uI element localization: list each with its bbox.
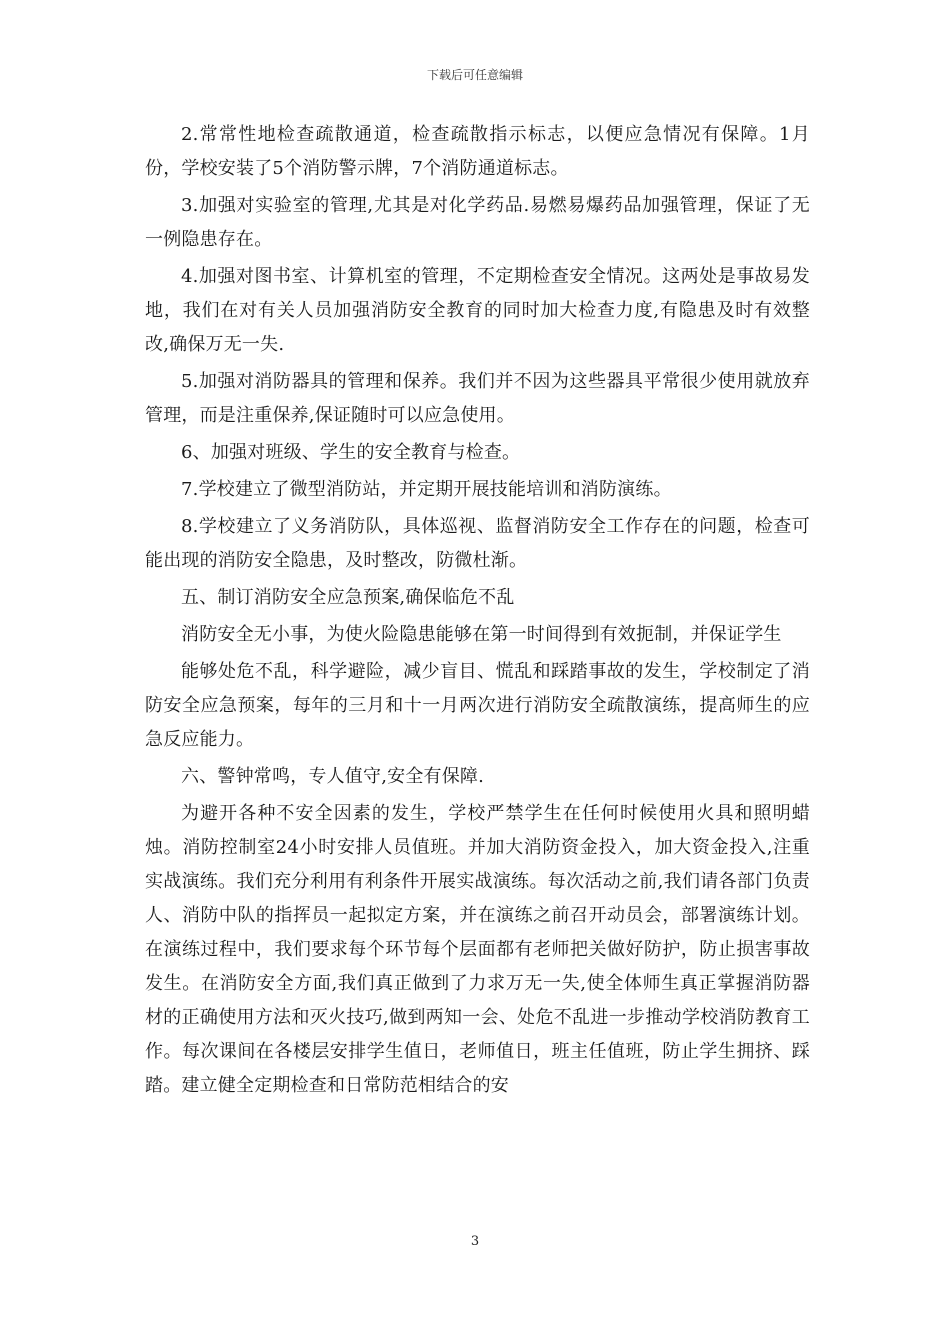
document-body xyxy=(145,118,810,1106)
paragraph-section-5-body: 能够处危不乱，科学避险，减少盲目、慌乱和踩踏事故的发生，学校制定了消防安全应急预案，每年的三月和十一月两次进行消防安全疏散演练，提高师生的应急反应能力。 xyxy=(145,661,810,750)
section-heading-6: 六、警钟常鸣，专人值守,安全有保障. xyxy=(181,766,485,787)
page-number: 3 xyxy=(470,1234,480,1249)
paragraph-item-3: 3.加强对实验室的管理,尤其是对化学药品.易燃易爆药品加强管理，保证了无一例隐患存在。 xyxy=(145,195,810,250)
page-header: 下载后可任意编辑 xyxy=(426,68,523,82)
section-heading-5: 五、制订消防安全应急预案,确保临危不乱 xyxy=(181,587,515,608)
paragraph-item-2: 2.常常性地检查疏散通道，检查疏散指示标志，以便应急情况有保障。1月份，学校安装了5个消防警示牌，7个消防通道标志。 xyxy=(145,124,810,179)
paragraph-section-6-body: 为避开各种不安全因素的发生，学校严禁学生在任何时候使用火具和照明蜡烛。消防控制室24小时安排人员值班。并加大消防资金投入，加大资金投入,注重实战演练。我们充分利用有利条件开展实战演练。每次活动之前,我们请各部门负责人、消防中队的指挥员一起拟定方案，并在演练之前召开动员会，部署演练计划。在演练过程中，我们要求每个环节每个层面都有老师把关做好防护，防止损害事故发生。在消防安全方面,我们真正做到了力求万无一失,使全体师生真正掌握消防器材的正确使用方法和灭火技巧,做到两知一会、处危不乱进一步推动学校消防教育工作。每次课间在各楼层安排学生值日，老师值日，班主任值班，防止学生拥挤、踩踏。建立健全定期检查和日常防范相结合的安 xyxy=(145,803,810,1096)
paragraph-item-4: 4.加强对图书室、计算机室的管理，不定期检查安全情况。这两处是事故易发地，我们在对有关人员加强消防安全教育的同时加大检查力度,有隐患及时有效整改,确保万无一失. xyxy=(145,266,810,355)
paragraph-item-6: 6、加强对班级、学生的安全教育与检查。 xyxy=(181,442,521,463)
paragraph-item-5: 5.加强对消防器具的管理和保养。我们并不因为这些器具平常很少使用就放弃管理，而是注重保养,保证随时可以应急使用。 xyxy=(145,371,810,426)
paragraph-item-8: 8.学校建立了义务消防队，具体巡视、监督消防安全工作存在的问题，检查可能出现的消防安全隐患，及时整改，防微杜渐。 xyxy=(145,516,810,571)
paragraph-section-5-intro: 消防安全无小事，为使火险隐患能够在第一时间得到有效扼制，并保证学生 xyxy=(181,624,782,645)
paragraph-item-7: 7.学校建立了微型消防站，并定期开展技能培训和消防演练。 xyxy=(181,479,672,500)
